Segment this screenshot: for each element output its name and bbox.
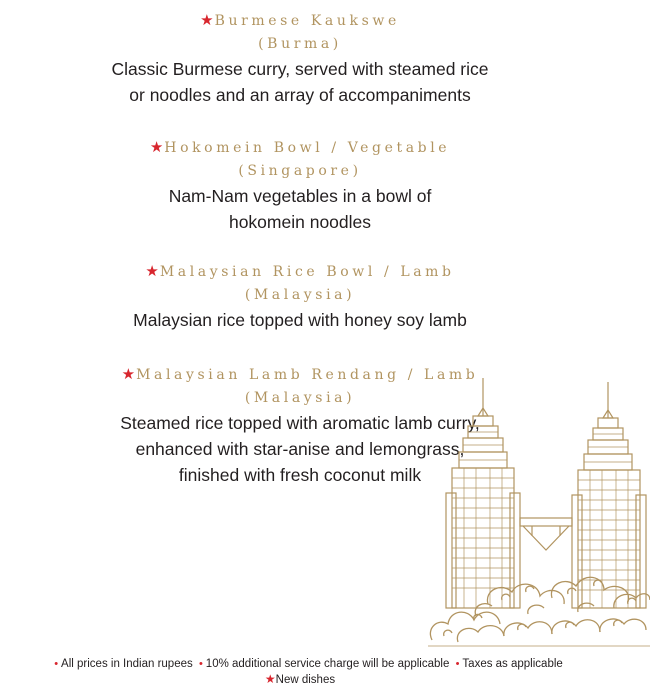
bullet-icon: • [198,658,203,670]
footer-note: All prices in Indian rupees [61,658,193,670]
bullet-icon: • [54,658,59,670]
new-dish-star-icon: ★ [264,672,276,686]
dish-description-line: Malaysian rice topped with honey soy lamb [133,310,467,330]
new-dish-star-icon: ★ [145,262,159,280]
dish-description-line: hokomein noodles [228,212,372,232]
footer-note: 10% additional service charge will be applicable [205,658,450,670]
petronas-towers-icon [428,378,650,650]
new-dish-star-icon: ★ [149,138,164,156]
dish-origin: (Malaysia) [244,390,356,406]
dish-item [0,10,600,108]
dish-name-text: Burmese Kaukswe [214,13,400,29]
dish-item [0,137,600,235]
dish-description-line: Classic Burmese curry, served with steamed rice [111,59,489,79]
dish-name-text: Hokomein Bowl / Vegetable [164,140,451,156]
dish-item [0,261,600,333]
dish-name [0,10,600,31]
footer-notes [0,657,600,688]
dish-origin: (Burma) [258,36,342,52]
new-dish-star-icon: ★ [121,365,136,383]
dish-origin: (Singapore) [238,163,362,179]
bullet-icon: • [455,658,460,670]
dish-origin: (Malaysia) [244,287,356,303]
dish-description-line: or noodles and an array of accompaniments [129,85,471,105]
new-dish-star-icon: ★ [200,11,214,29]
dish-description-line: finished with fresh coconut milk [178,465,422,485]
dish-name-text: Malaysian Rice Bowl / Lamb [159,264,455,280]
dish-name [0,137,600,158]
footer-legend-text: New dishes [275,674,336,686]
dish-description [0,183,600,235]
dish-description-line: enhanced with star-anise and lemongrass, [135,439,465,459]
footer-note: Taxes as applicable [462,658,563,670]
dish-name [0,261,600,282]
dish-description-line: Nam-Nam vegetables in a bowl of [168,186,432,206]
dish-description [0,307,600,333]
dish-description [0,56,600,108]
footer-legend [0,672,600,688]
dish-name-text: Malaysian Lamb Rendang / Lamb [136,367,479,383]
footer-line [0,657,600,672]
dish-description-line: Steamed rice topped with aromatic lamb curry, [120,413,480,433]
